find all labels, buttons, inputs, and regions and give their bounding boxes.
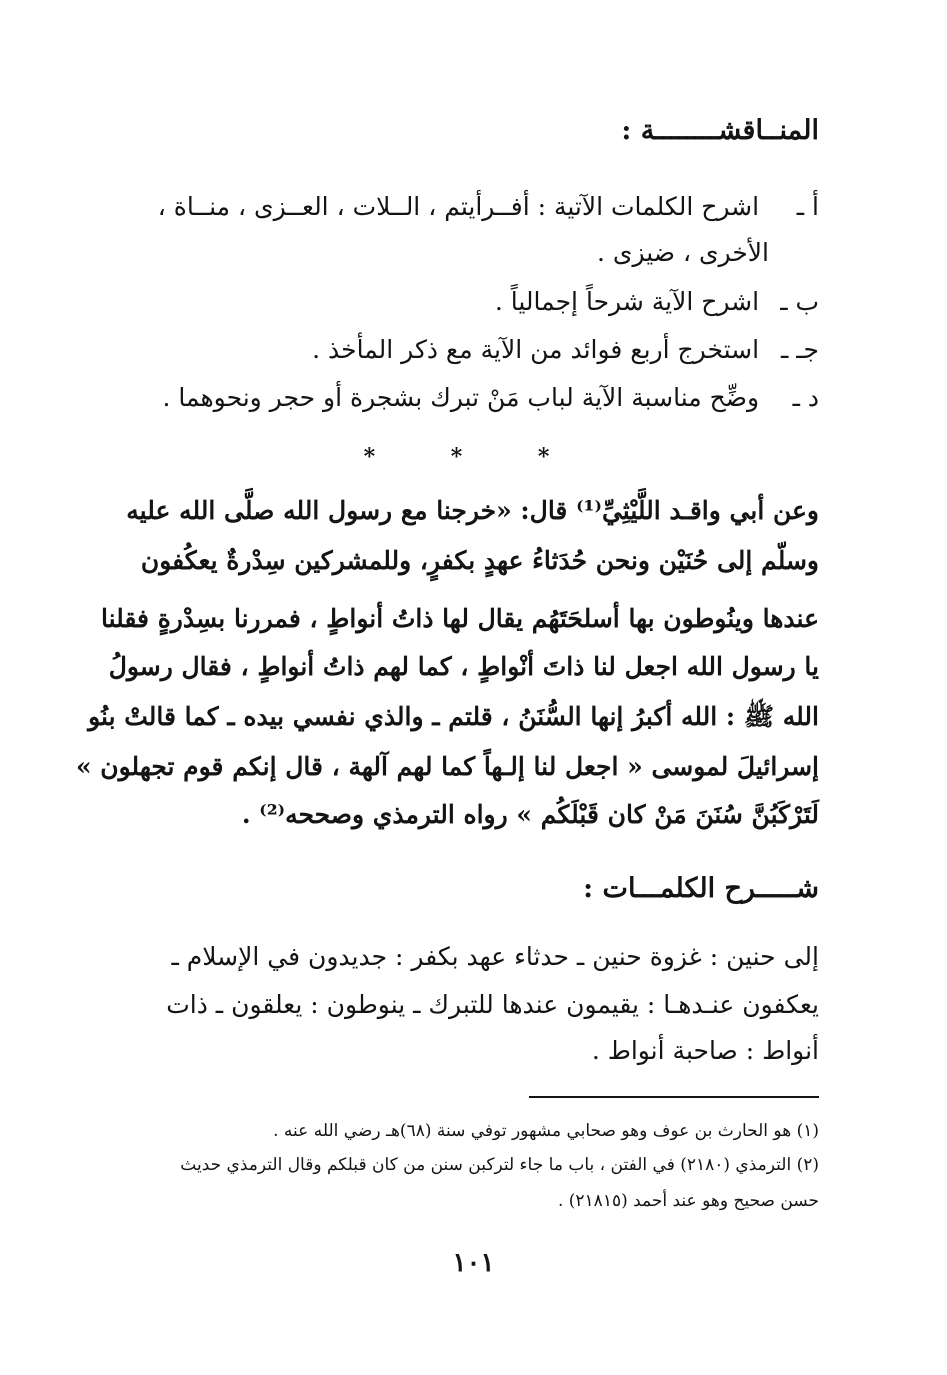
question-a-continuation: الأخرى ، ضيزى . [596,238,769,267]
glossary-line-3: أنواط : صاحبة أنواط . [591,1036,819,1065]
footnote-2: (٢) الترمذي (٢١٨٠) في الفتن ، باب ما جاء لتركبن سنن من كان قبلكم وقال الترمذي حديث [180,1155,819,1175]
question-b [495,285,819,319]
glossary-line-1: إلى حنين : غزوة حنين ـ حدثاء عهد بكفر : جديدون في الإسلام ـ [171,942,819,971]
question-d [163,381,820,415]
hadith-line-6: إسرائيلَ لموسى « اجعل لنا إلـهاً كما لهم آلهة ، قال إنكم قوم تجهلون » [75,752,819,781]
question-d-label: د ـ [792,383,819,412]
hadith-line-2: وسلّم إلى حُنَيْن ونحن حُدَثاءُ عهدٍ بكفرٍ، وللمشركين سِدْرةٌ يعكُفون [140,546,819,575]
question-c-label: جـ ـ [780,335,819,364]
question-d-text: وضِّح مناسبة الآية لباب مَنْ تبرك بشجرة أو حجر ونحوهما . [162,383,760,412]
question-b-label: ب ـ [780,287,819,316]
discussion-heading: المنــاقشــــــــة : [621,115,819,146]
glossary-line-2: يعكفون عنـدهـا : يقيمون عندها للتبرك ـ ينوطون : يعلقون ـ ذات [166,990,819,1019]
question-a [158,190,819,224]
page-number: ١٠١ [452,1248,495,1278]
footnote-divider [529,1096,819,1098]
question-c-text: استخرج أربع فوائد من الآية مع ذكر المأخذ . [312,335,760,364]
hadith-line-5: الله ﷺ : الله أكبرُ إنها السُّنَنُ ، قلتم ـ والذي نفسي بيده ـ كما قالتْ بنُو [88,702,819,731]
footnote-1: (١) هو الحارث بن عوف وهو صحابي مشهور توفي سنة (٦٨)هـ رضي الله عنه . [273,1121,819,1141]
hadith-line-4: يا رسول الله اجعل لنا ذاتَ أنْواطٍ ، كما لهم ذاتُ أنواطٍ ، فقال رسولُ [108,652,819,681]
question-b-text: اشرح الآية شرحاً إجمالياً . [494,287,760,316]
question-a-label: أ ـ [796,192,819,221]
question-c [312,333,819,367]
section-separator: * * * [363,444,584,470]
hadith-line-7: لَتَرْكَبُنَّ سُنَنَ مَنْ كان قَبْلَكُم » رواه الترمذي وصححه⁽²⁾ . [241,800,819,829]
hadith-line-3: عندها وينُوطون بها أسلحَتَهُم يقال لها ذاتُ أنواطٍ ، فمررنا بسِدْرةٍ فقلنا [100,604,819,633]
hadith-line-1: وعن أبي واقـد اللَّيْثِيِّ⁽¹⁾ قال: «خرجنا مع رسول الله صلَّى الله عليه [126,496,819,525]
question-a-text: اشرح الكلمات الآتية : أفــرأيتم ، الــلات ، العــزى ، منــاة ، [157,192,760,221]
glossary-heading: شـــــرح الكلمـــات : [583,873,819,904]
footnote-2-continuation: حسن صحيح وهو عند أحمد (٢١٨١٥) . [557,1191,819,1211]
